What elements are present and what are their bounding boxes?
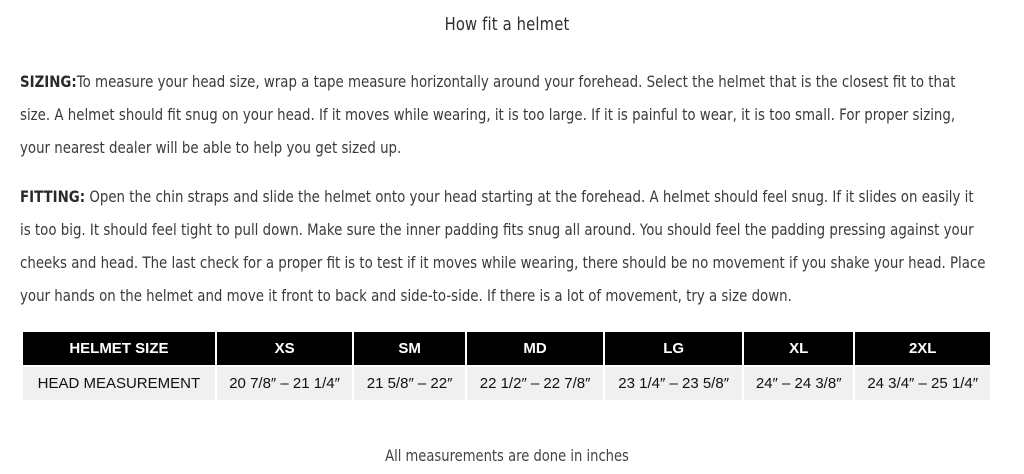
measurement-cell: 24 3/4″ – 25 1/4″	[855, 367, 990, 400]
fitting-paragraph	[20, 180, 987, 312]
page-title: How fit a helmet	[444, 14, 570, 35]
size-chart-table	[21, 330, 992, 402]
measurement-cell: 20 7/8″ – 21 1/4″	[217, 367, 353, 400]
sizing-paragraph	[20, 65, 987, 164]
measurement-row	[23, 367, 990, 400]
measurement-footnote: All measurements are done in inches	[385, 446, 629, 465]
header-cell-helmet-size: HELMET SIZE	[23, 332, 215, 365]
row-label-head-measurement: HEAD MEASUREMENT	[23, 367, 215, 400]
fitting-text: Open the chin straps and slide the helmet onto your head starting at the forehead. A helmet should feel snug. If it slides on easily it is too big. It should feel tight to pull down. Make sure the inner padding fits snug all around. You should feel the padding pressing against your cheeks and head. The last check for a proper fit is to test if it moves while wearing, there should be no movement if you shake your head. Place your hands on the helmet and move it front to back and side-to-side. If there is a lot of movement, try a size down.	[20, 187, 986, 305]
header-cell-size: 2XL	[855, 332, 990, 365]
sizing-text: To measure your head size, wrap a tape measure horizontally around your forehead. Select the helmet that is the closest fit to that size. A helmet should fit snug on your head. If it moves while wearing, it is too large. If it is painful to wear, it is too small. For proper sizing, your nearest dealer will be able to help you get sized up.	[20, 72, 956, 157]
measurement-cell: 24″ – 24 3/8″	[744, 367, 853, 400]
measurement-cell: 22 1/2″ – 22 7/8″	[467, 367, 604, 400]
measurement-cell: 23 1/4″ – 23 5/8″	[605, 367, 742, 400]
measurement-cell: 21 5/8″ – 22″	[354, 367, 464, 400]
header-cell-size: MD	[467, 332, 604, 365]
header-cell-size: XS	[217, 332, 353, 365]
header-cell-size: SM	[354, 332, 464, 365]
sizing-label: SIZING:	[20, 72, 77, 91]
size-header-row	[23, 332, 990, 365]
header-cell-size: XL	[744, 332, 853, 365]
fitting-label: FITTING:	[20, 187, 86, 206]
header-cell-size: LG	[605, 332, 742, 365]
